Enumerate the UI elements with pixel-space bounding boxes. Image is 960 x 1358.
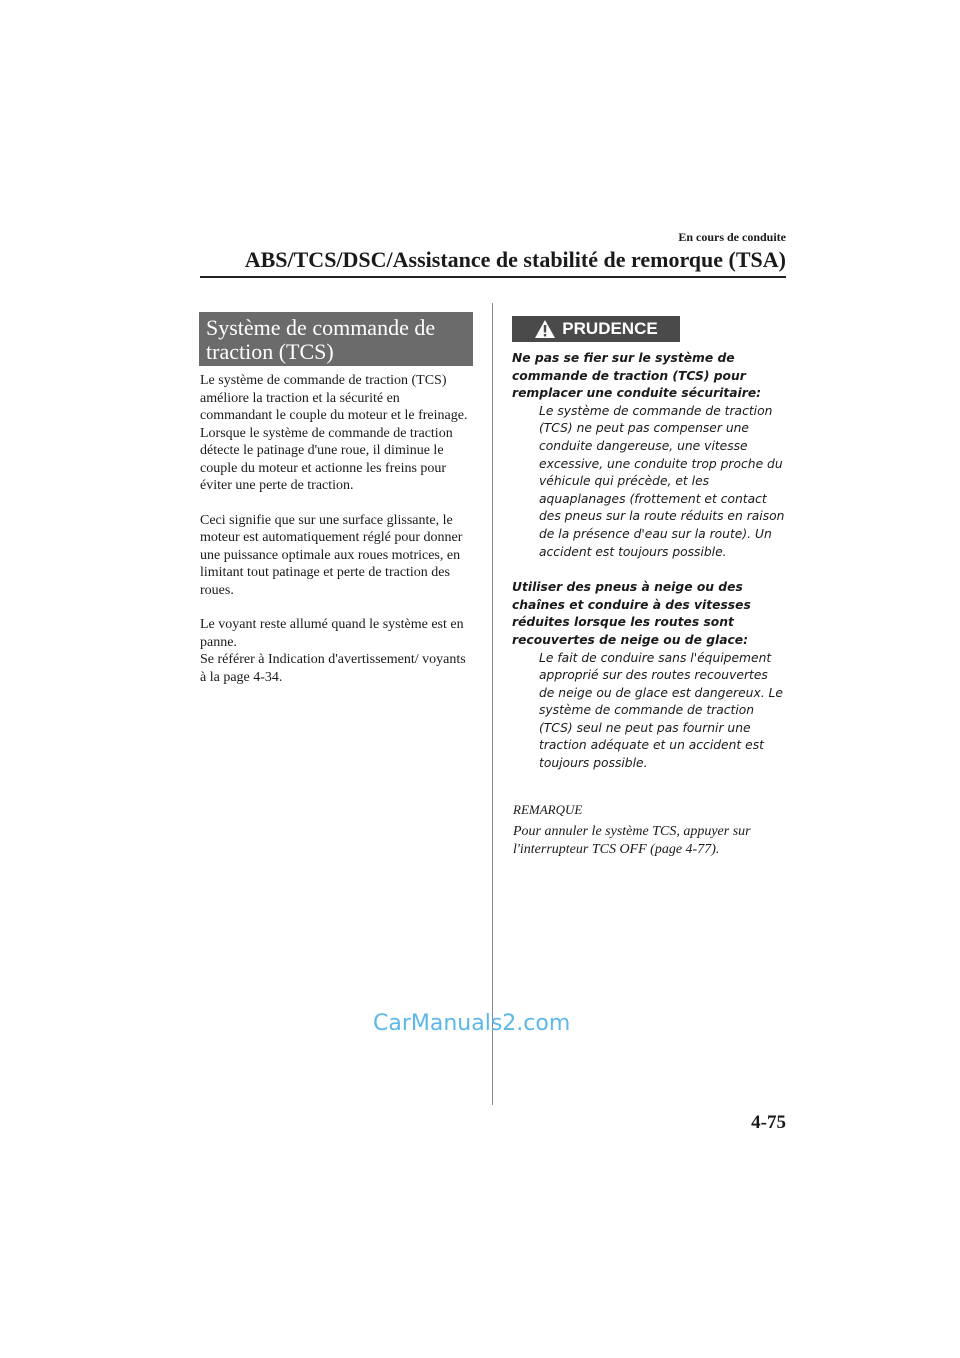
chapter-label: En cours de conduite [678,230,786,244]
note-title: REMARQUE [513,802,583,817]
caution-label: PRUDENCE [562,319,658,338]
caution-heading: Ne pas se fier sur le système de commande de traction (TCS) pour remplacer une conduite sécuritaire: [512,351,762,401]
watermark: CarManuals2.com [373,1011,571,1036]
page-header-title: ABS/TCS/DSC/Assistance de stabilité de remorque (TSA) [244,247,786,272]
column-divider [492,303,493,1105]
caution-badge [512,316,680,342]
body-paragraph: Se référer à Indication d'avertissement/ voyants à la page 4-34. [200,652,466,685]
body-paragraph: Le voyant reste allumé quand le système est en panne. [200,617,464,650]
note-text: Pour annuler le système TCS, appuyer sur l'interrupteur TCS OFF (page 4-77). [513,824,751,857]
section-title: Système de commande de traction (TCS) [199,312,473,366]
body-paragraph: Le système de commande de traction (TCS) améliore la traction et la sécurité en commandant le couple du moteur et le freinage. Lorsque le système de commande de traction détecte le patinage d'une roue, il diminue le couple du moteur et actionne les freins pour éviter une perte de traction. [200,373,468,493]
caution-text: Le fait de conduire sans l'équipement approprié sur des routes recouvertes de neige ou de glace est dangereux. Le système de commande de traction (TCS) seul ne peut pas fournir une traction adéquate et un accident est toujours possible. [539,650,783,771]
caution-heading: Utiliser des pneus à neige ou des chaînes et conduire à des vitesses réduites lorsque les routes sont recouvertes de neige ou de glace: [512,580,751,647]
page-number: 4-75 [751,1112,786,1133]
caution-content [512,350,787,791]
warning-triangle-icon [534,319,556,339]
section-body [200,372,472,703]
caution-text: Le système de commande de traction (TCS) ne peut pas compenser une conduite dangereuse, une vitesse excessive, une conduite trop proche du véhicule qui précède, et les aquaplanages (frottement et contact des pneus sur la route réduits en raison de la présence d'eau sur la route). Un accident est toujours possible. [539,403,785,559]
header-divider [200,276,786,278]
body-paragraph: Ceci signifie que sur une surface glissante, le moteur est automatiquement réglé pour donner une puissance optimale aux roues motrices, en limitant tout patinage et perte de traction des roues. [200,512,463,598]
